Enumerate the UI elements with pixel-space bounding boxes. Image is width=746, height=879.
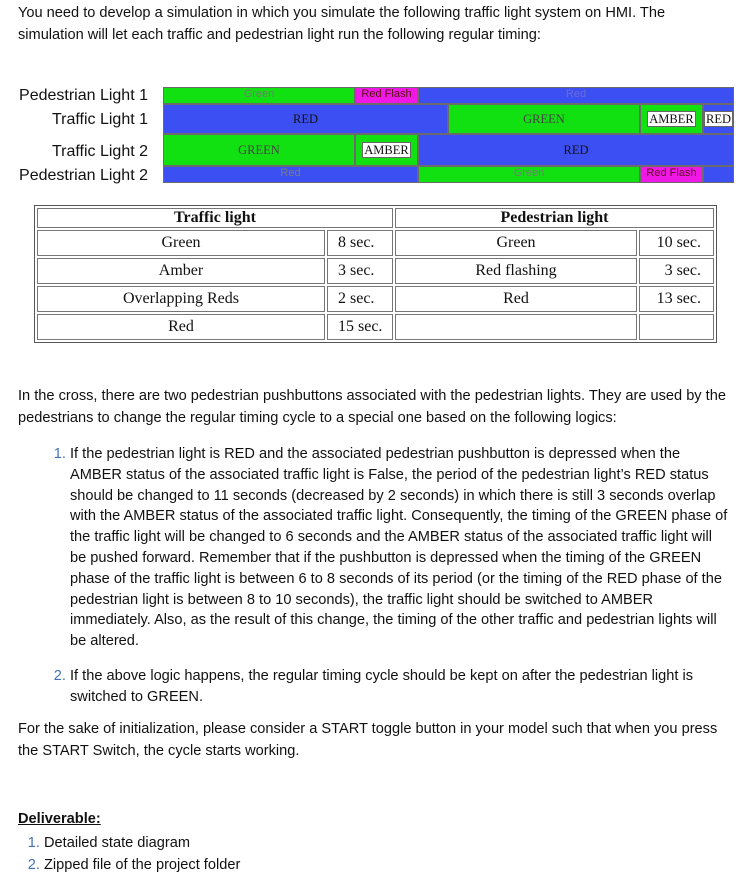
- ped2-red-flash-segment: Red Flash: [640, 166, 703, 183]
- tl1-amber-segment: [640, 104, 703, 134]
- deliverable-item: 2. Zipped file of the project folder: [44, 854, 240, 876]
- traffic-state-cell: Green: [37, 230, 325, 256]
- tl2-amber-segment: [355, 134, 418, 166]
- tl1-red-end-segment: [703, 104, 734, 134]
- traffic-time-cell: 3 sec.: [327, 258, 393, 284]
- intro-paragraph: You need to develop a simulation in which you simulate the following traffic light system on HMI. The simulation will let each traffic and pedestrian light run the following regular timing:: [18, 5, 666, 43]
- cross-paragraph: In the cross, there are two pedestrian pushbuttons associated with the pedestrian lights. They are used by the pedestrians to change the regular timing cycle to a special one based on the following logics:: [18, 388, 726, 426]
- tl1-amber-label: AMBER: [649, 112, 694, 126]
- traffic-state-cell: Amber: [37, 258, 325, 284]
- pedestrian-state-cell: Red: [395, 286, 637, 312]
- traffic-light-header: Traffic light: [37, 208, 393, 228]
- row-label-traffic-light-1: Traffic Light 1: [51, 111, 148, 128]
- tl2-amber-label: AMBER: [364, 143, 409, 157]
- pedestrian-light-header: Pedestrian light: [395, 208, 714, 228]
- ped1-red-segment: Red: [418, 87, 734, 104]
- pedestrian-time-cell: [639, 314, 714, 340]
- pedestrian-time-cell: 10 sec.: [639, 230, 714, 256]
- pedestrian-state-cell: Red flashing: [395, 258, 637, 284]
- traffic-time-cell: 2 sec.: [327, 286, 393, 312]
- ped2-red-segment: Red: [163, 166, 418, 183]
- tl2-red-segment: RED: [418, 134, 734, 166]
- ped2-red-end-segment: [703, 166, 734, 183]
- table-row: [37, 258, 714, 284]
- row-label-pedestrian-light-2: Pedestrian Light 2: [19, 167, 148, 184]
- traffic-time-cell: 8 sec.: [327, 230, 393, 256]
- rules-list: [18, 444, 730, 722]
- table-row: [37, 286, 714, 312]
- row-label-pedestrian-light-1: Pedestrian Light 1: [19, 87, 148, 104]
- tl2-green-segment: GREEN: [163, 134, 355, 166]
- table-header-row: [37, 208, 714, 228]
- traffic-time-cell: 15 sec.: [327, 314, 393, 340]
- pedestrian-state-cell: [395, 314, 637, 340]
- traffic-state-cell: Overlapping Reds: [37, 286, 325, 312]
- ped1-red-flash-segment: Red Flash: [355, 87, 418, 104]
- timing-table: [34, 205, 717, 343]
- rule-item-2: 2. If the above logic happens, the regular timing cycle should be kept on after the pedestrian light is switched to GREEN.: [70, 666, 730, 708]
- table-row: [37, 230, 714, 256]
- deliverable-title: Deliverable:: [18, 811, 101, 827]
- ped2-green-segment: Green: [418, 166, 640, 183]
- tl1-red-end-label: RED: [706, 112, 731, 126]
- tl1-green-segment: GREEN: [448, 104, 640, 134]
- table-row: [37, 314, 714, 340]
- traffic-state-cell: Red: [37, 314, 325, 340]
- ped1-green-segment: Green: [163, 87, 355, 104]
- deliverable-item: 1. Detailed state diagram: [44, 832, 240, 854]
- rule-item-1: 1. If the pedestrian light is RED and the associated pedestrian pushbutton is depressed when the AMBER status of the associated traffic light is False, the period of the pedestrian light’s RED status should be changed to 11 seconds (decreased by 2 seconds) in which there is still 3 seconds overlap with the AMBER status of the associated traffic light. Consequently, the timing of the GREEN phase of the traffic light will be changed to 6 seconds and the AMBER status of the associated traffic light will be pushed forward. Remember that if the pushbutton is depressed when the timing of the GREEN phase of the traffic light is between 6 to 8 seconds of its period (or the timing of the RED phase of the pedestrian light is between 8 to 10 seconds), the traffic light should be switched to AMBER immediately. Also, as the result of this change, the timing of the other traffic and pedestrian lights will be altered.: [70, 444, 730, 652]
- start-paragraph: For the sake of initialization, please consider a START toggle button in your model such that when you press the START Switch, the cycle starts working.: [18, 721, 718, 759]
- pedestrian-state-cell: Green: [395, 230, 637, 256]
- tl1-red-segment: RED: [163, 104, 448, 134]
- pedestrian-time-cell: 3 sec.: [639, 258, 714, 284]
- deliverable-list: [18, 832, 240, 876]
- row-label-traffic-light-2: Traffic Light 2: [51, 143, 148, 160]
- pedestrian-time-cell: 13 sec.: [639, 286, 714, 312]
